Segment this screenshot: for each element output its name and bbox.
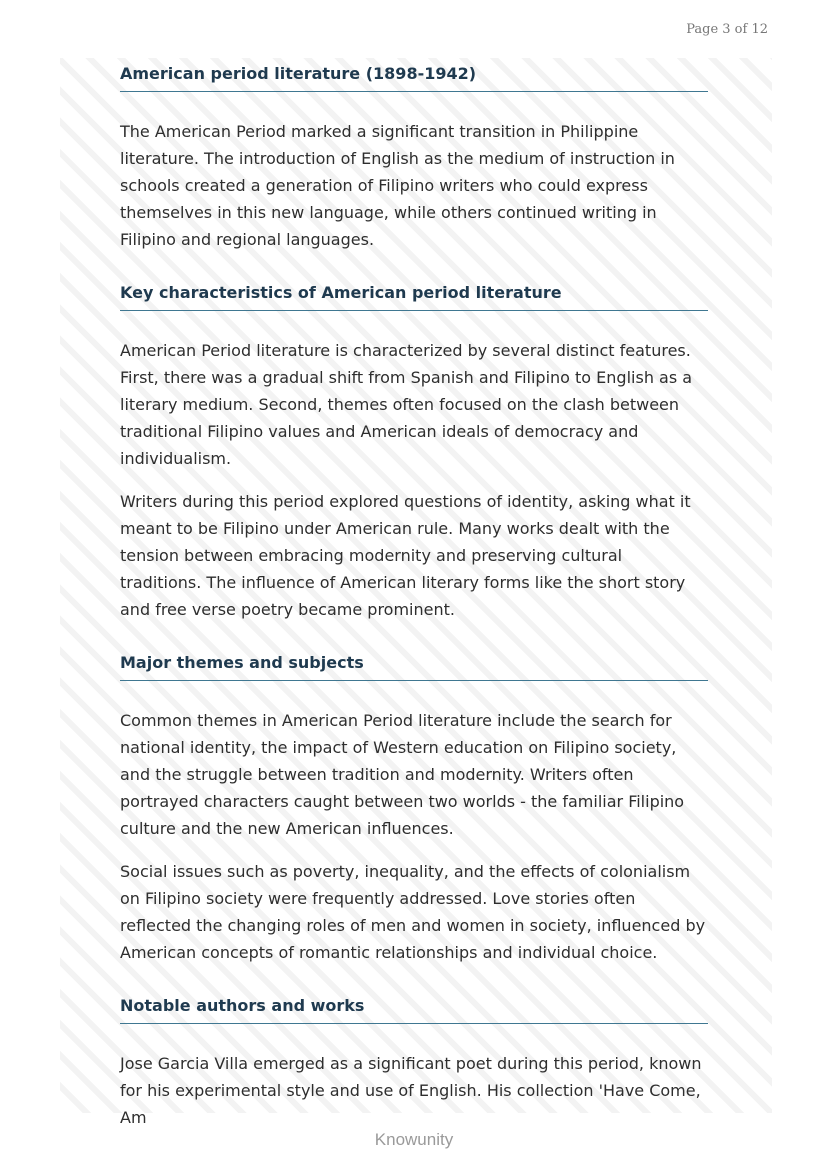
document-body — [120, 60, 708, 1157]
paragraph: Common themes in American Period literature include the search for national identity, the impact of Western education on Filipino society, and the struggle between tradition and modernity. Writers often portrayed characters caught between two worlds - the familiar Filipino culture and the new American influences. — [120, 711, 685, 838]
section-heading: Notable authors and works — [120, 992, 708, 1024]
section-heading: Major themes and subjects — [120, 649, 708, 681]
section-notable-authors — [120, 992, 708, 1131]
section-major-themes — [120, 649, 708, 966]
section-heading: Key characteristics of American period literature — [120, 279, 708, 311]
paragraph: American Period literature is characterized by several distinct features. First, there was a gradual shift from Spanish and Filipino to English as a literary medium. Second, themes often focused on the clash between traditional Filipino values and American ideals of democracy and individualism. — [120, 341, 693, 468]
paragraph: Social issues such as poverty, inequality, and the effects of colonialism on Filipino society were frequently addressed. Love stories often reflected the changing roles of men and women in society, influenced by American concepts of romantic relationships and individual choice. — [120, 862, 706, 962]
paragraph: Writers during this period explored questions of identity, asking what it meant to be Filipino under American rule. Many works dealt with the tension between embracing modernity and preserving cultural traditions. The influence of American literary forms like the short story and free verse poetry became prominent. — [120, 492, 691, 619]
paragraph: The American Period marked a significant transition in Philippine literature. The introduction of English as the medium of instruction in schools created a generation of Filipino writers who could express themselves in this new language, while others continued writing in Filipino and regional languages. — [120, 122, 675, 249]
footer-brand: Knowunity — [374, 1130, 454, 1149]
section-key-characteristics — [120, 279, 708, 623]
page-number: Page 3 of 12 — [686, 22, 768, 37]
section-heading: American period literature (1898-1942) — [120, 60, 708, 92]
paragraph: Jose Garcia Villa emerged as a significant poet during this period, known for his experimental style and use of English. His collection 'Have Come, Am — [120, 1054, 702, 1127]
section-american-period — [120, 60, 708, 253]
